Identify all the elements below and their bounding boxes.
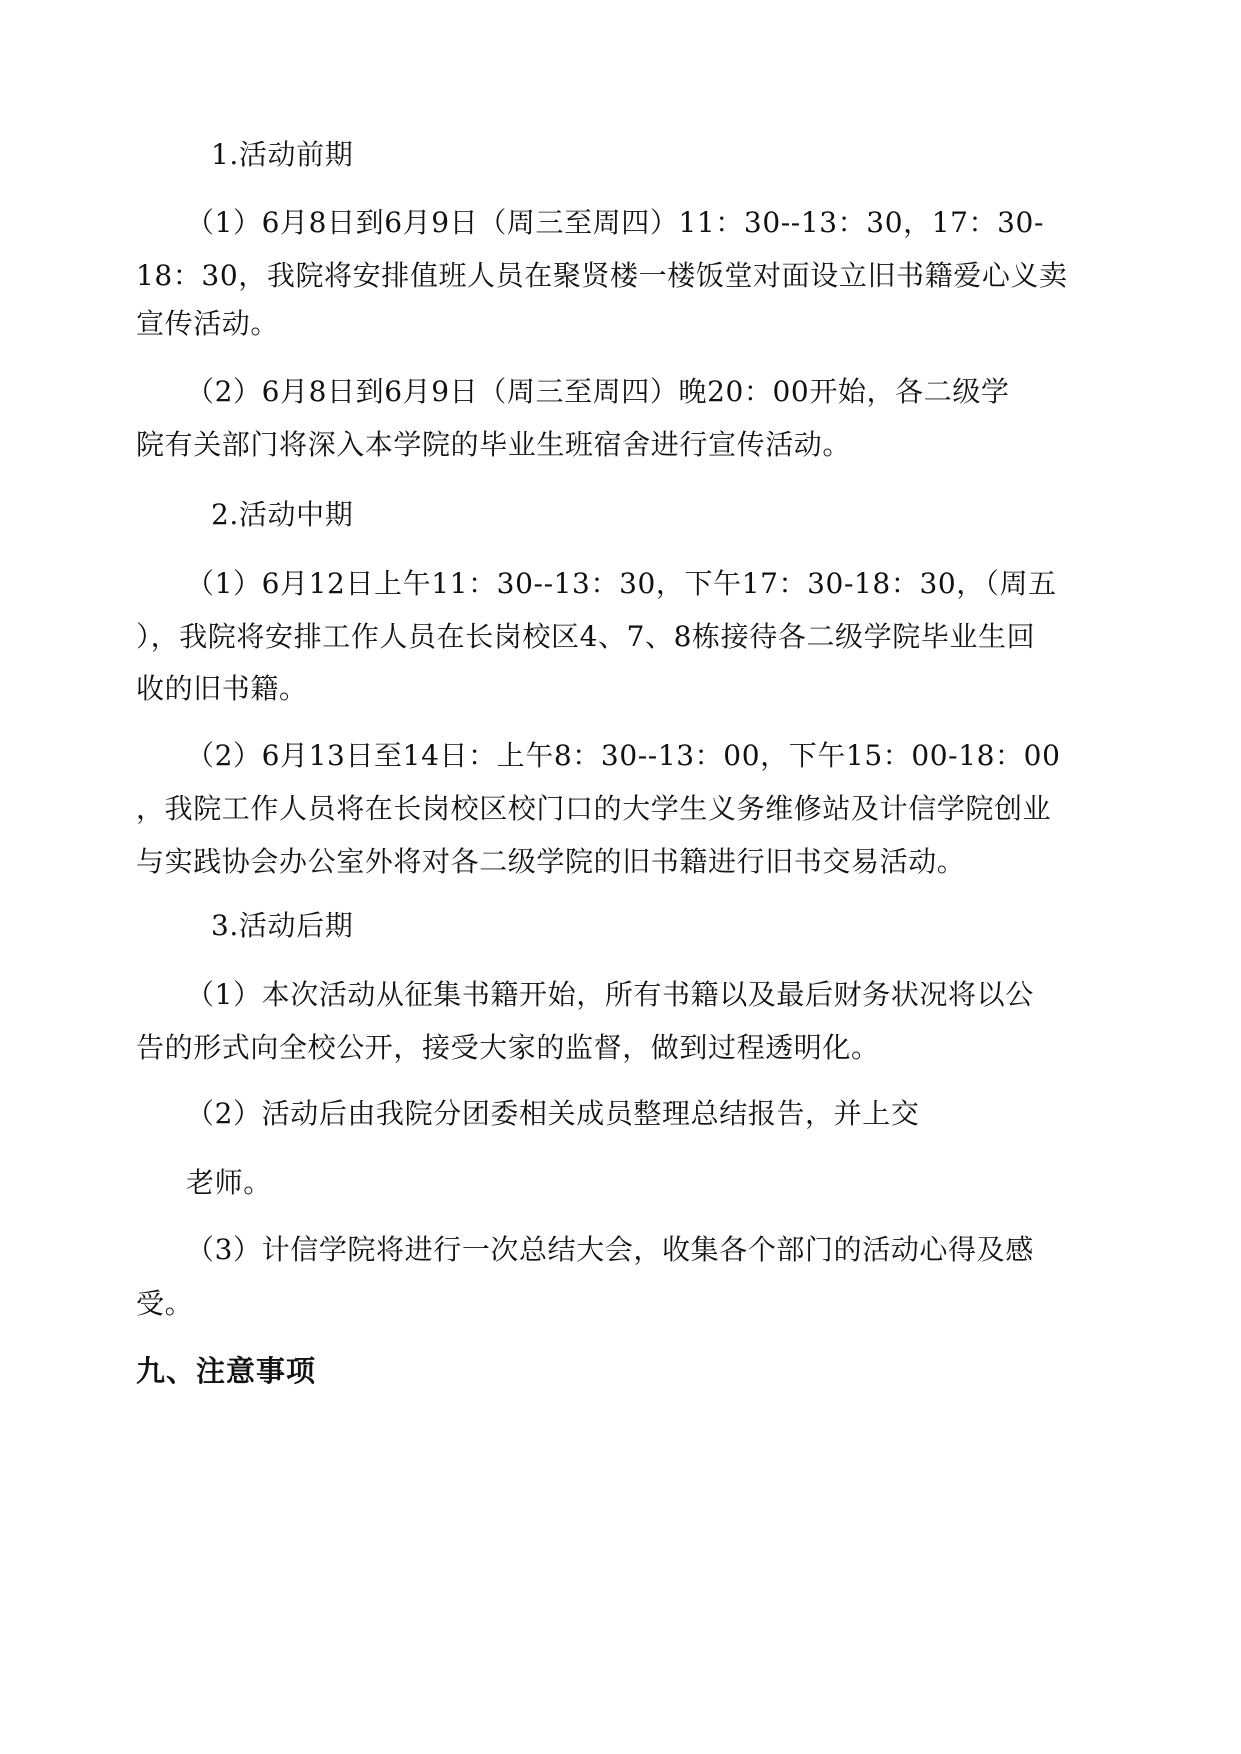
paragraph-line: 收的旧书籍。: [136, 672, 308, 705]
paragraph-line: 与实践协会办公室外将对各二级学院的旧书籍进行旧书交易活动。: [136, 845, 966, 878]
paragraph-line: 告的形式向全校公开，接受大家的监督，做到过程透明化。: [136, 1031, 880, 1064]
paragraph-line: ），我院将安排工作人员在长岗校区4、7、8栋接待各二级学院毕业生回: [136, 620, 1036, 653]
paragraph-line: （1）6月12日上午11：30--13：30，下午17：30-18：30，（周五: [186, 567, 1057, 600]
paragraph-line: （1）6月8日到6月9日（周三至周四）11：30--13：30，17：30-: [186, 206, 1045, 239]
paragraph-line: ，我院工作人员将在长岗校区校门口的大学生义务维修站及计信学院创业: [136, 792, 1052, 825]
paragraph-line: 院有关部门将深入本学院的毕业生班宿舍进行宣传活动。: [136, 428, 852, 461]
section-heading-notes: 九、注意事项: [136, 1354, 317, 1388]
paragraph-line: 老师。: [186, 1166, 272, 1199]
paragraph-line: （2）6月8日到6月9日（周三至周四）晚20：00开始，各二级学: [186, 375, 1010, 408]
paragraph-line: （1）本次活动从征集书籍开始，所有书籍以及最后财务状况将以公: [186, 978, 1034, 1011]
paragraph-line: （2）活动后由我院分团委相关成员整理总结报告，并上交: [186, 1097, 920, 1130]
section-title-late-stage: 3.活动后期: [211, 909, 354, 942]
paragraph-line: （3）计信学院将进行一次总结大会，收集各个部门的活动心得及感: [186, 1233, 1034, 1266]
paragraph-line: （2）6月13日至14日：上午8：30--13：00，下午15：00-18：00: [186, 739, 1061, 772]
paragraph-line: 18：30，我院将安排值班人员在聚贤楼一楼饭堂对面设立旧书籍爱心义卖: [136, 259, 1068, 292]
paragraph-line: 宣传活动。: [136, 307, 280, 340]
section-title-middle-stage: 2.活动中期: [211, 498, 354, 531]
section-title-early-stage: 1.活动前期: [211, 138, 354, 171]
paragraph-line: 受。: [136, 1287, 194, 1320]
